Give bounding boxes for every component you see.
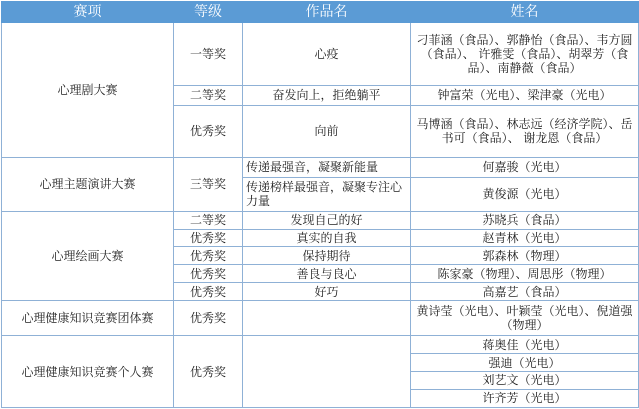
table-row xyxy=(2,211,639,229)
event-cell: 心理健康知识竞赛团体赛 xyxy=(2,301,174,336)
event-cell: 心理健康知识竞赛个人赛 xyxy=(2,336,174,408)
grade-cell: 优秀奖 xyxy=(174,106,243,158)
work-cell: 传递最强音，凝聚新能量 xyxy=(243,157,411,177)
header-names: 姓名 xyxy=(411,2,639,23)
header-grade: 等级 xyxy=(174,2,243,23)
grade-cell: 二等奖 xyxy=(174,85,243,105)
header-event: 赛项 xyxy=(2,2,174,23)
grade-cell: 优秀奖 xyxy=(174,247,243,265)
grade-cell: 三等奖 xyxy=(174,157,243,211)
work-cell: 传递榜样最强音，凝聚专注心力量 xyxy=(243,177,411,211)
names-cell: 钟富荣（光电）、梁津豪（光电） xyxy=(411,85,639,105)
work-cell: 善良与良心 xyxy=(243,265,411,283)
work-cell: 心疫 xyxy=(243,23,411,86)
names-cell: 郭森林（物理） xyxy=(411,247,639,265)
awards-table xyxy=(1,1,639,408)
names-cell: 刁菲涵（食品）、郭静怡（食品）、韦方圆（食品）、 许雅雯（食品）、胡翠芳（食品）、南静薇（食品） xyxy=(411,23,639,86)
work-cell: 真实的自我 xyxy=(243,229,411,247)
grade-cell: 优秀奖 xyxy=(174,283,243,301)
table-row xyxy=(2,157,639,177)
names-cell: 高嘉艺（食品） xyxy=(411,283,639,301)
grade-cell: 二等奖 xyxy=(174,211,243,229)
work-cell xyxy=(243,336,411,408)
work-cell: 发现自己的好 xyxy=(243,211,411,229)
names-cell: 马博涵（食品）、林志远（经济学院）、岳书可（食品）、 谢龙恩（食品） xyxy=(411,106,639,158)
work-cell: 保持期待 xyxy=(243,247,411,265)
names-cell: 陈家豪（物理）、周思彤（物理） xyxy=(411,265,639,283)
names-cell: 黄诗莹（光电）、叶颖莹（光电）、倪道强（物理） xyxy=(411,301,639,336)
work-cell: 好巧 xyxy=(243,283,411,301)
header-row xyxy=(2,2,639,23)
event-cell: 心理主题演讲大赛 xyxy=(2,157,174,211)
grade-cell: 一等奖 xyxy=(174,23,243,86)
grade-cell: 优秀奖 xyxy=(174,229,243,247)
grade-cell: 优秀奖 xyxy=(174,301,243,336)
event-cell: 心理剧大赛 xyxy=(2,23,174,158)
table-row xyxy=(2,23,639,86)
names-cell: 刘艺文（光电） xyxy=(411,372,639,390)
names-cell: 黄俊源（光电） xyxy=(411,177,639,211)
names-cell: 何嘉骏（光电） xyxy=(411,157,639,177)
names-cell: 蒋奥佳（光电） xyxy=(411,336,639,354)
names-cell: 赵青林（光电） xyxy=(411,229,639,247)
event-cell: 心理绘画大赛 xyxy=(2,211,174,301)
table-row xyxy=(2,301,639,336)
table-row xyxy=(2,336,639,354)
work-cell: 向前 xyxy=(243,106,411,158)
work-cell xyxy=(243,301,411,336)
names-cell: 许齐芳（光电） xyxy=(411,389,639,407)
grade-cell: 优秀奖 xyxy=(174,336,243,408)
names-cell: 强迪（光电） xyxy=(411,354,639,372)
grade-cell: 优秀奖 xyxy=(174,265,243,283)
header-work: 作品名 xyxy=(243,2,411,23)
names-cell: 苏晓兵（食品） xyxy=(411,211,639,229)
work-cell: 奋发向上，拒绝躺平 xyxy=(243,85,411,105)
